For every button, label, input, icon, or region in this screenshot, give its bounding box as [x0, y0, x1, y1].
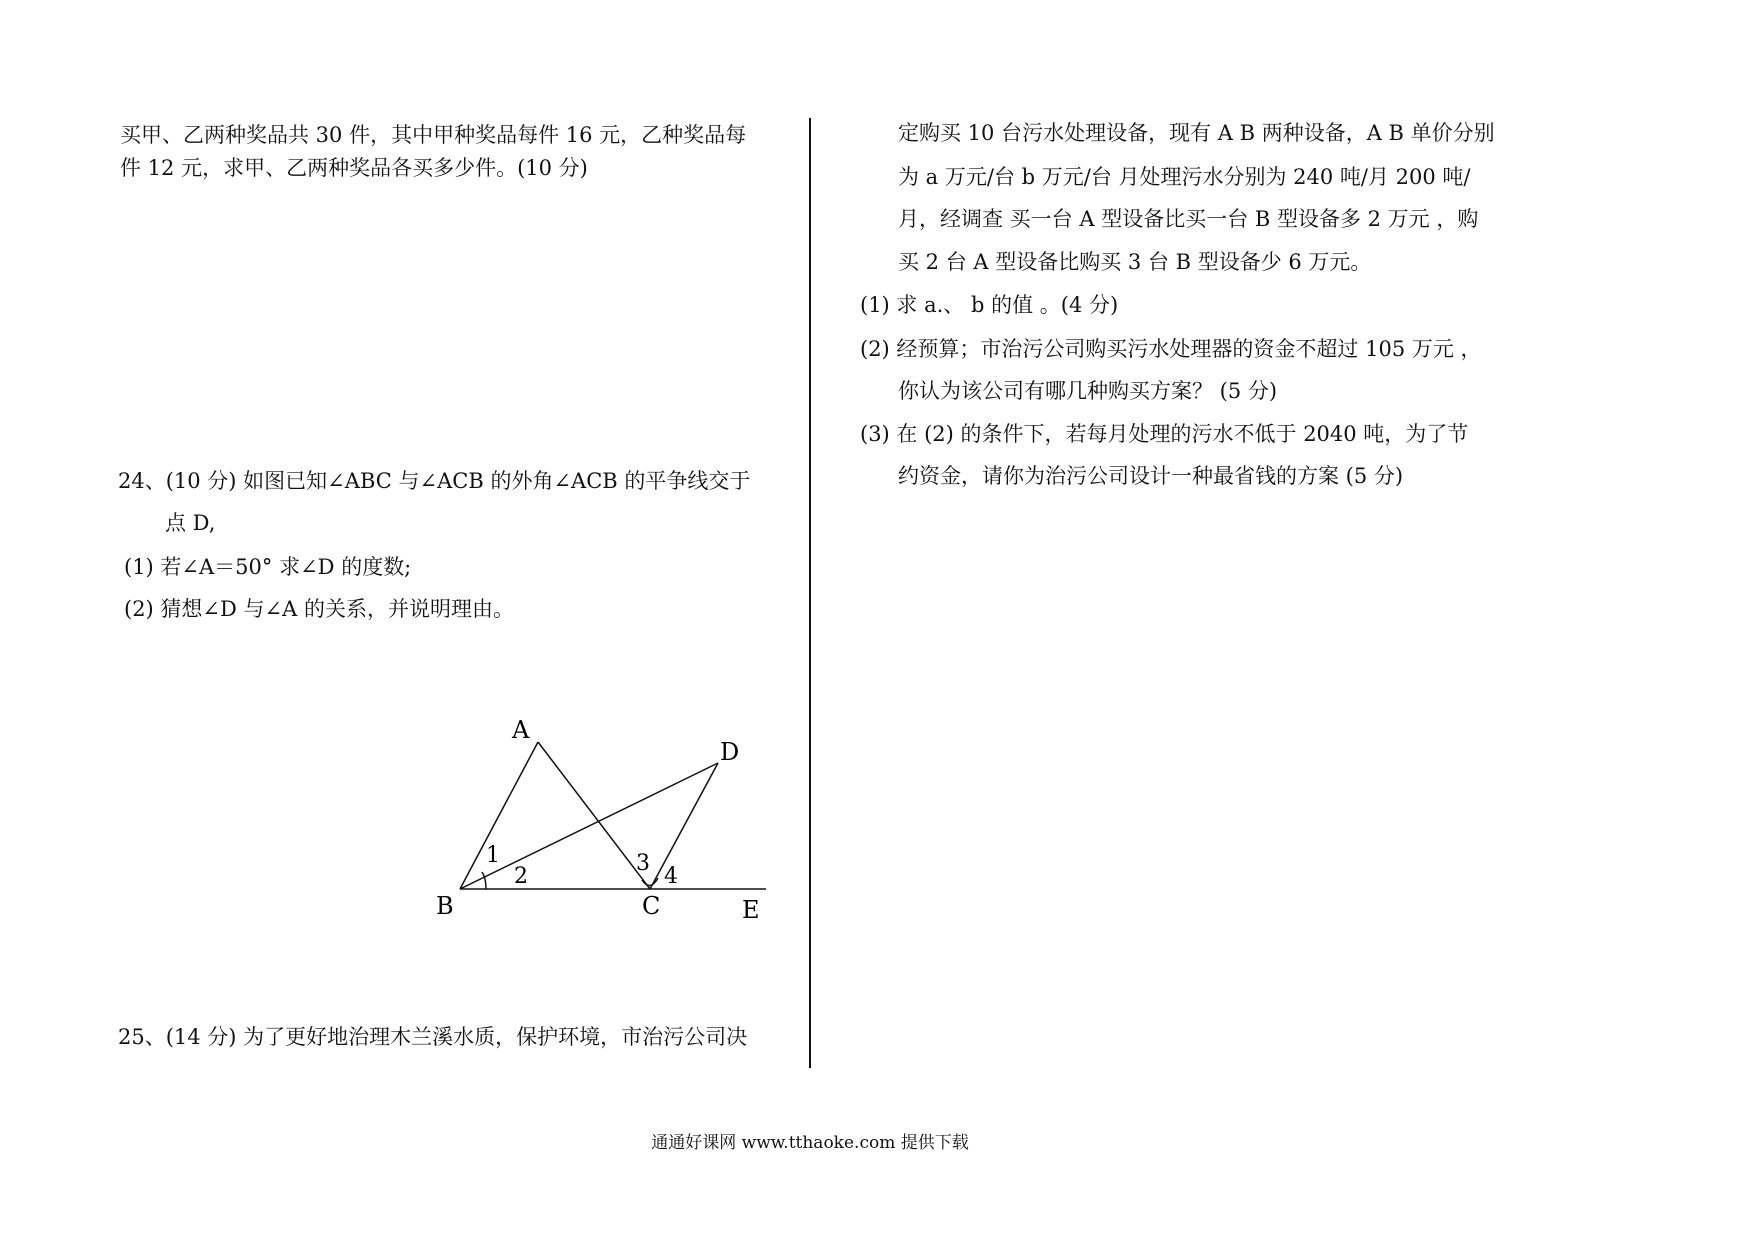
- angle-label-2: 2: [514, 864, 528, 889]
- angle-arc-B: [482, 872, 486, 889]
- triangle-figure: [420, 700, 780, 940]
- q24-part-2: (2) 猜想∠D 与∠A 的关系，并说明理由。: [124, 597, 514, 621]
- angle-label-4: 4: [664, 864, 678, 889]
- q25-text-line-1: 25、(14 分) 为了更好地治理木兰溪水质，保护环境，市治污公司决: [118, 1025, 748, 1049]
- q23-text-line-2: 件 12 元，求甲、乙两种奖品各买多少件。(10 分): [120, 156, 588, 180]
- q25-part-1: (1) 求 a.、 b 的值 。(4 分): [860, 293, 1119, 317]
- q25-part-3-line-2: 约资金，请你为治污公司设计一种最省钱的方案 (5 分): [898, 464, 1404, 488]
- q25-text-line-2: 定购买 10 台污水处理设备，现有 A B 两种设备，A B 单价分别: [898, 121, 1495, 145]
- label-D: D: [720, 738, 740, 766]
- column-divider: [809, 118, 811, 1068]
- segment-CD: [650, 763, 718, 889]
- label-E: E: [742, 896, 760, 924]
- q25-part-2-line-1: (2) 经预算；市治污公司购买污水处理器的资金不超过 105 万元 ，: [860, 337, 1482, 361]
- label-C: C: [642, 892, 661, 920]
- footer-credit: 通通好课网 www.tthaoke.com 提供下载: [651, 1133, 969, 1153]
- q25-part-3-line-1: (3) 在 (2) 的条件下，若每月处理的污水不低于 2040 吨，为了节: [860, 422, 1469, 446]
- label-B: B: [436, 892, 454, 920]
- q24-part-1: (1) 若∠A＝50° 求∠D 的度数;: [124, 555, 412, 579]
- q25-text-line-4: 月，经调查 买一台 A 型设备比买一台 B 型设备多 2 万元 ，购: [898, 207, 1479, 231]
- segment-BD: [460, 763, 718, 889]
- angle-label-3: 3: [636, 851, 650, 876]
- angle-label-1: 1: [486, 843, 500, 868]
- q25-part-2-line-2: 你认为该公司有哪几种购买方案？ (5 分): [898, 379, 1278, 403]
- segment-AC: [538, 742, 650, 889]
- q24-text-line-1: 24、(10 分) 如图已知∠ABC 与∠ACB 的外角∠ACB 的平争线交于: [118, 469, 751, 493]
- q24-text-line-2: 点 D,: [165, 511, 216, 535]
- label-A: A: [512, 716, 530, 744]
- q25-text-line-5: 买 2 台 A 型设备比购买 3 台 B 型设备少 6 万元。: [898, 250, 1372, 274]
- q25-text-line-3: 为 a 万元/台 b 万元/台 月处理污水分别为 240 吨/月 200 吨/: [898, 165, 1471, 189]
- q23-text-line-1: 买甲、乙两种奖品共 30 件，其中甲种奖品每件 16 元，乙种奖品每: [120, 123, 747, 147]
